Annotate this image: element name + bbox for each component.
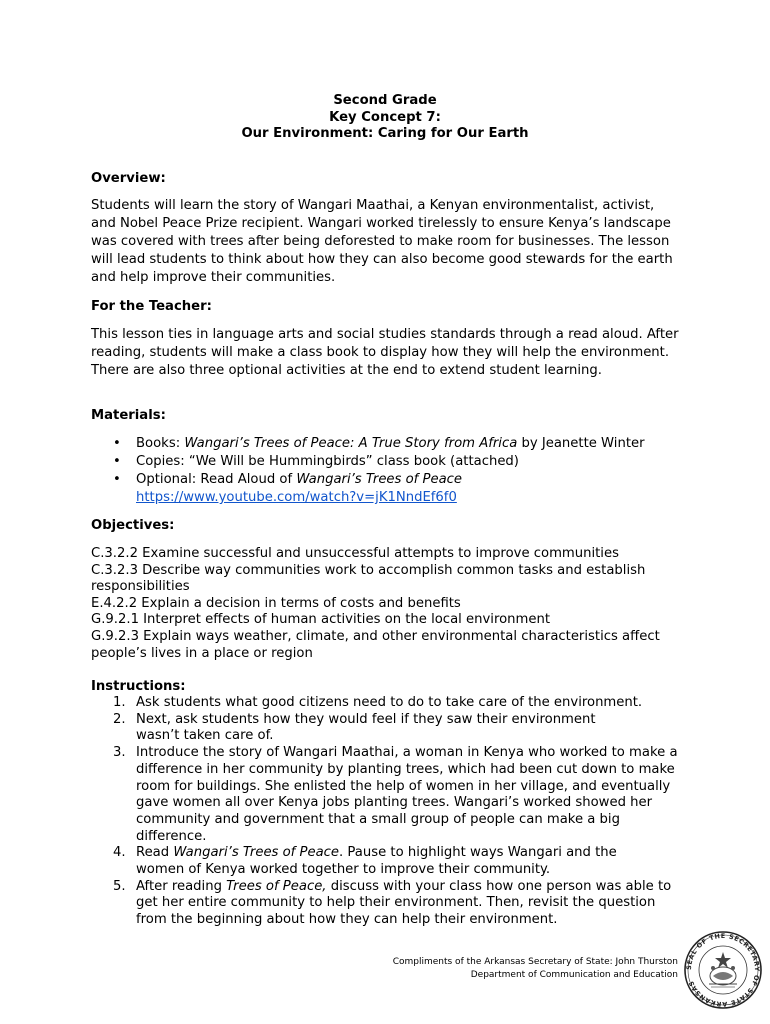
teacher-heading: For the Teacher: xyxy=(91,299,212,314)
objective-item: G.9.2.1 Interpret effects of human activities on the local environment xyxy=(91,612,550,628)
read-aloud-prefix: Optional: Read Aloud of xyxy=(136,472,297,487)
bullet-icon: • xyxy=(113,454,121,469)
step-number: 3. xyxy=(113,745,126,761)
materials-item-read-aloud xyxy=(91,471,691,507)
materials-item-books xyxy=(91,435,691,453)
step-number: 5. xyxy=(113,878,126,894)
footer-credit xyxy=(393,956,678,981)
materials-list xyxy=(91,435,691,507)
bullet-icon: • xyxy=(113,472,121,487)
books-prefix: Books: xyxy=(136,436,185,451)
objectives-list xyxy=(91,546,691,662)
instruction-step xyxy=(91,712,629,745)
footer-line-department: Department of Communication and Education xyxy=(470,969,678,980)
step-number: 1. xyxy=(113,695,126,710)
instructions-list xyxy=(91,695,691,929)
youtube-link[interactable]: https://www.youtube.com/watch?v=jK1NndEf6f0 xyxy=(136,490,457,505)
title-key-concept: Key Concept 7: xyxy=(329,109,441,125)
materials-heading: Materials: xyxy=(91,408,166,423)
step-prefix: After reading xyxy=(136,878,227,894)
objective-item: G.9.2.3 Explain ways weather, climate, and other environmental characteristics affect people’s lives in a place or region xyxy=(91,628,660,661)
step-book-title: Trees of Peace, xyxy=(226,878,327,894)
read-aloud-title: Wangari’s Trees of Peace xyxy=(296,472,463,487)
instruction-step xyxy=(91,879,676,929)
arkansas-state-seal-icon xyxy=(683,930,763,1010)
step-text: Introduce the story of Wangari Maathai, a woman in Kenya who worked to make a difference in her community by planting trees, which had been cut down to make room for buildings. She enlisted the help of women in her village, and eventually gave women all over Kenya jobs planting trees. Wangari’s worked showed her community and government that a small group of people can make a big difference. xyxy=(136,745,678,844)
title-grade: Second Grade xyxy=(333,93,437,108)
materials-item-copies xyxy=(91,453,691,471)
overview-text: Students will learn the story of Wangari Maathai, a Kenyan environmentalist, activist, and Nobel Peace Prize recipient. Wangari worked tirelessly to ensure Kenya’s landscape was covered with trees after being deforested to make room for businesses. The lesson will lead students to think about how they can also become good stewards for the earth and help improve their communities. xyxy=(91,198,673,285)
step-number: 2. xyxy=(113,711,126,727)
title-topic: Our Environment: Caring for Our Earth xyxy=(241,126,529,142)
footer-line-secretary: Compliments of the Arkansas Secretary of State: John Thurston xyxy=(392,957,678,967)
teacher-text: This lesson ties in language arts and social studies standards through a read aloud. After reading, students will make a class book to display how they will help the environment. There are also three optional activities at the end to extend student learning. xyxy=(91,327,679,378)
step-number: 4. xyxy=(113,845,126,861)
objectives-heading: Objectives: xyxy=(91,518,175,533)
instruction-step xyxy=(91,695,691,712)
instruction-step xyxy=(91,845,656,878)
seal-text: SEAL OF THE SECRETARY OF STATE ARKANSAS xyxy=(684,931,762,1009)
step-text: Next, ask students how they would feel if they saw their environment wasn’t taken care of. xyxy=(136,711,596,744)
books-author: by Jeanette Winter xyxy=(517,436,645,451)
overview-heading: Overview: xyxy=(91,171,166,186)
bullet-icon: • xyxy=(113,436,121,451)
copies-text: Copies: “We Will be Hummingbirds” class book (attached) xyxy=(136,454,519,469)
objective-item: C.3.2.3 Describe way communities work to accomplish common tasks and establish responsibilities xyxy=(91,562,646,595)
objective-item: E.4.2.2 Explain a decision in terms of costs and benefits xyxy=(91,595,461,611)
step-book-title: Wangari’s Trees of Peace xyxy=(173,845,340,861)
instruction-step xyxy=(91,745,681,845)
step-prefix: Read xyxy=(136,845,174,861)
step-suffix: discuss with your class how one person was able to get her entire community to help their environment. Then, revisit the question from the beginning about how they can help their environment. xyxy=(136,878,672,928)
step-suffix: . Pause to highlight ways Wangari and the women of Kenya worked together to improve their community. xyxy=(136,845,617,878)
document-title xyxy=(0,93,770,143)
objective-item: C.3.2.2 Examine successful and unsuccessful attempts to improve communities xyxy=(91,546,619,561)
step-text: Ask students what good citizens need to do to take care of the environment. xyxy=(136,695,643,710)
book-title: Wangari’s Trees of Peace: A True Story from Africa xyxy=(184,436,518,451)
instructions-heading: Instructions: xyxy=(91,679,186,694)
